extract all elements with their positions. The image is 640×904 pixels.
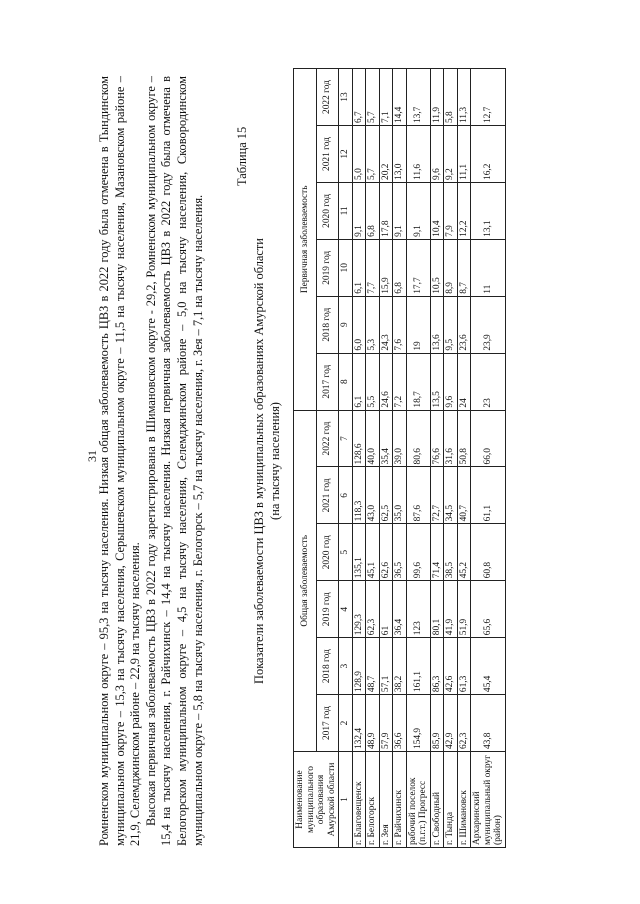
year-header: 2021 год [316,126,339,183]
incidence-value: 45,1 [366,524,380,581]
incidence-value: 13,5 [430,353,444,410]
table-row [393,69,407,848]
incidence-value: 17,8 [379,182,393,239]
year-header: 2019 год [316,581,339,638]
incidence-value: 6,1 [352,353,366,410]
incidence-value: 18,7 [406,353,430,410]
incidence-value: 23,6 [457,296,471,353]
incidence-value: 43,0 [366,467,380,524]
column-index: 8 [339,353,353,410]
incidence-value: 7,1 [379,69,393,126]
incidence-value: 8,7 [457,239,471,296]
incidence-value: 20,2 [379,126,393,183]
header-municipality: Наименование муниципального образования Амурской области [294,752,339,848]
incidence-value: 11,9 [430,69,444,126]
incidence-value: 161,1 [406,638,430,695]
incidence-value: 48,9 [366,695,380,752]
incidence-value: 128,6 [352,410,366,467]
incidence-value: 61 [379,581,393,638]
incidence-value: 36,5 [393,524,407,581]
incidence-value: 50,8 [457,410,471,467]
column-index: 12 [339,126,353,183]
incidence-value: 24,6 [379,353,393,410]
incidence-value: 34,5 [444,467,458,524]
incidence-value: 41,9 [444,581,458,638]
incidence-value: 154,9 [406,695,430,752]
incidence-value: 6,8 [366,182,380,239]
table-row [352,69,366,848]
incidence-value: 13,6 [430,296,444,353]
incidence-value: 7,6 [393,296,407,353]
body-text [97,76,206,846]
table-row [379,69,393,848]
municipality-name: г. Белогорск [366,752,380,848]
header-general-incidence: Общая заболеваемость [294,410,317,751]
incidence-value: 23,9 [471,296,506,353]
table-body [352,69,505,848]
table-row [457,69,471,848]
year-header: 2020 год [316,524,339,581]
incidence-value: 13,1 [471,182,506,239]
page-number: 31 [85,450,99,462]
year-header: 2022 год [316,69,339,126]
incidence-value: 87,6 [406,467,430,524]
paragraph-2: Высокая первичная заболеваемость ЦВЗ в 2022 году зарегистрирована в Шимановском округе - 29,2, Ромненском муниципальном округе – 15,4 на тысячу населения, г. Райчихинск – 14,4 на тысячу населения. Низкая первичная заболеваемость ЦВЗ в 2022 году была отмечена в Белогорском муниципальном округе – 4,5 на тысячу населения, Селемджинском районе – 5,0 на тысячу населения, Сковородинском муниципальном округе – 5,8 на тысячу населения, г. Белогорск – 5,7 на тысячу населения, г. Зея – 7,1 на тысячу населения. [143,76,205,846]
incidence-value: 39,0 [393,410,407,467]
incidence-value: 48,7 [366,638,380,695]
incidence-value: 66,0 [471,410,506,467]
incidence-value: 6,7 [352,69,366,126]
incidence-value: 123 [406,581,430,638]
incidence-value: 65,6 [471,581,506,638]
incidence-value: 61,1 [471,467,506,524]
municipality-name: г. Тында [444,752,458,848]
table-row [366,69,380,848]
incidence-value: 42,6 [444,638,458,695]
incidence-value: 5,0 [352,126,366,183]
municipality-name: г. Зея [379,752,393,848]
incidence-value: 128,9 [352,638,366,695]
incidence-value: 40,0 [366,410,380,467]
year-header: 2018 год [316,638,339,695]
incidence-value: 45,2 [457,524,471,581]
incidence-value: 135,1 [352,524,366,581]
incidence-value: 17,7 [406,239,430,296]
incidence-table [293,68,506,848]
incidence-value: 13,0 [393,126,407,183]
incidence-value: 9,1 [406,182,430,239]
incidence-value: 15,9 [379,239,393,296]
year-header: 2019 год [316,239,339,296]
column-index: 3 [339,638,353,695]
table-row [444,69,458,848]
header-primary-incidence: Первичная заболеваемость [294,69,317,411]
municipality-name: г. Райчихинск [393,752,407,848]
incidence-value: 5,7 [366,69,380,126]
incidence-value: 76,6 [430,410,444,467]
municipality-name: г. Шимановск [457,752,471,848]
incidence-value: 7,9 [444,182,458,239]
incidence-value: 85,9 [430,695,444,752]
incidence-value: 57,1 [379,638,393,695]
incidence-value: 24 [457,353,471,410]
incidence-value: 72,7 [430,467,444,524]
incidence-value: 35,4 [379,410,393,467]
incidence-value: 43,8 [471,695,506,752]
incidence-value: 60,8 [471,524,506,581]
incidence-value: 86,3 [430,638,444,695]
column-index: 2 [339,695,353,752]
municipality-name: г. Свободный [430,752,444,848]
municipality-name: рабочий поселок (п.г.т.) Прогресс [406,752,430,848]
incidence-value: 71,4 [430,524,444,581]
incidence-value: 6,8 [393,239,407,296]
table-title [252,76,283,846]
paragraph-1: Ромненском муниципальном округе – 95,3 на тысячу населения. Низкая общая заболеваемость ЦВЗ в 2022 году была отмечена в Тындинском муниципальном округе – 15,3 на тысячу населения, Серышевском муниципальном округе – 11,5 на тысячу населения, Мазановском районе – 21,9, Селемджинском районе – 22,9 на тысячу населения. [97,76,143,846]
incidence-value: 57,9 [379,695,393,752]
table-row [471,69,506,848]
incidence-value: 132,4 [352,695,366,752]
incidence-value: 38,5 [444,524,458,581]
incidence-value: 11,6 [406,126,430,183]
incidence-value: 9,2 [444,126,458,183]
year-header: 2017 год [316,353,339,410]
column-index: 7 [339,410,353,467]
incidence-value: 62,3 [457,695,471,752]
table-row [430,69,444,848]
table-title-line-2: (на тысячу населения) [267,402,282,520]
incidence-value: 31,6 [444,410,458,467]
municipality-name: Архаринский муниципальный округ (район) [471,752,506,848]
year-header: 2017 год [316,695,339,752]
incidence-value: 38,2 [393,638,407,695]
incidence-value: 36,6 [393,695,407,752]
column-index: 1 [339,752,353,848]
incidence-value: 12,2 [457,182,471,239]
table-title-line-1: Показатели заболеваемости ЦВЗ в муниципальных образованиях Амурской области [252,238,266,684]
incidence-value: 9,6 [430,126,444,183]
incidence-value: 5,3 [366,296,380,353]
incidence-value: 24,3 [379,296,393,353]
column-index: 9 [339,296,353,353]
rotated-content [85,46,625,866]
incidence-value: 11 [471,239,506,296]
incidence-value: 19 [406,296,430,353]
incidence-value: 42,9 [444,695,458,752]
incidence-value: 5,8 [444,69,458,126]
incidence-value: 99,6 [406,524,430,581]
incidence-value: 23 [471,353,506,410]
incidence-value: 7,2 [393,353,407,410]
incidence-value: 9,1 [352,182,366,239]
incidence-value: 11,1 [457,126,471,183]
incidence-value: 16,2 [471,126,506,183]
column-index: 6 [339,467,353,524]
incidence-value: 80,6 [406,410,430,467]
incidence-value: 118,3 [352,467,366,524]
incidence-value: 6,0 [352,296,366,353]
incidence-value: 9,6 [444,353,458,410]
year-header: 2018 год [316,296,339,353]
incidence-value: 80,1 [430,581,444,638]
incidence-value: 13,7 [406,69,430,126]
incidence-value: 12,7 [471,69,506,126]
incidence-value: 8,9 [444,239,458,296]
table-number: Таблица 15 [235,126,249,186]
year-header: 2022 год [316,410,339,467]
year-header-row [316,69,339,848]
incidence-value: 11,3 [457,69,471,126]
incidence-value: 61,3 [457,638,471,695]
incidence-value: 6,1 [352,239,366,296]
column-index: 10 [339,239,353,296]
incidence-value: 7,7 [366,239,380,296]
column-index: 13 [339,69,353,126]
incidence-value: 35,0 [393,467,407,524]
incidence-value: 36,4 [393,581,407,638]
incidence-value: 40,7 [457,467,471,524]
incidence-value: 9,5 [444,296,458,353]
incidence-value: 5,5 [366,353,380,410]
incidence-value: 129,3 [352,581,366,638]
incidence-value: 10,4 [430,182,444,239]
incidence-value: 5,7 [366,126,380,183]
incidence-value: 14,4 [393,69,407,126]
year-header: 2021 год [316,467,339,524]
incidence-value: 10,5 [430,239,444,296]
incidence-value: 62,3 [366,581,380,638]
column-index: 5 [339,524,353,581]
incidence-value: 62,5 [379,467,393,524]
incidence-value: 51,9 [457,581,471,638]
year-header: 2020 год [316,182,339,239]
column-index: 11 [339,182,353,239]
incidence-value: 62,6 [379,524,393,581]
table-row [406,69,430,848]
column-index-row [339,69,353,848]
incidence-value: 45,4 [471,638,506,695]
municipality-name: г. Благовещенск [352,752,366,848]
incidence-value: 9,1 [393,182,407,239]
column-index: 4 [339,581,353,638]
